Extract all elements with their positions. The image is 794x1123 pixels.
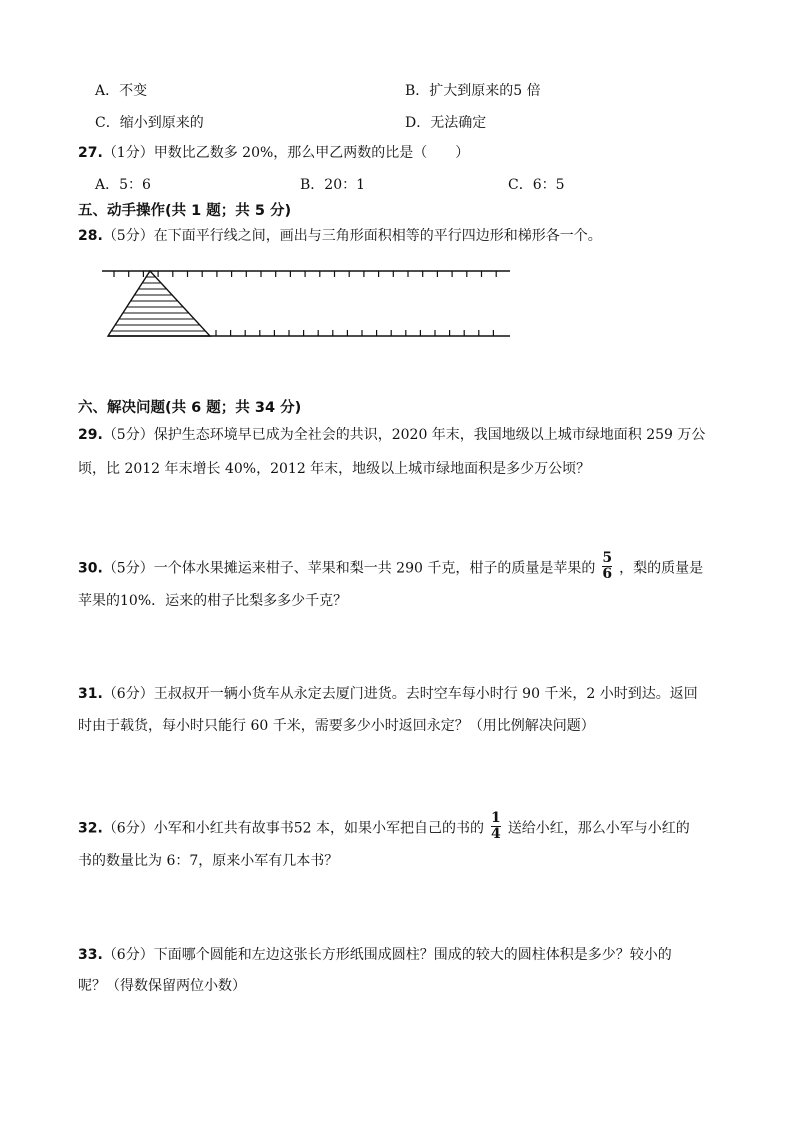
question-32 [78, 810, 690, 844]
question-29-line2: 顷，比 2012 年末增长 40%，2012 年末，地级以上城市绿地面积是多少万公顷？ [78, 461, 591, 477]
question-text-after-fraction: 送给小红，那么小军与小红的 [507, 820, 690, 837]
question-33 [78, 945, 672, 965]
question-number: 28. [78, 228, 103, 244]
question-33-line2: 呢？（得数保留两位小数） [78, 978, 246, 994]
question-31 [78, 684, 698, 704]
question-28 [78, 226, 602, 246]
question-27 [78, 143, 469, 163]
triangle-shape [108, 271, 210, 336]
fraction-numerator: 5 [602, 550, 613, 566]
question-text: （1分）甲数比乙数多 20%，那么甲乙两数的比是（ ） [102, 145, 470, 161]
option-b: B．20：1 [300, 177, 366, 193]
question-text-line1: （6分）王叔叔开一辆小货车从永定去厦门进货。去时空车每小时行 90 千米，2 小时到达。返回 [102, 686, 698, 702]
fraction-denominator: 4 [490, 826, 501, 842]
question-text-before-fraction: （6分）小军和小红共有故事书52 本，如果小军把自己的书的 [102, 820, 484, 837]
question-text-line1: （5分）保护生态环境早已成为全社会的共识，2020 年末，我国地级以上城市绿地面积 259 万公 [102, 427, 706, 443]
option-b: B．扩大到原来的5 倍 [405, 83, 541, 99]
parallel-lines-figure [100, 262, 520, 342]
option-d: D．无法确定 [405, 115, 487, 131]
question-text-line1: （6分）下面哪个圆能和左边这张长方形纸围成圆柱？围成的较大的圆柱体积是多少？较小的 [102, 947, 672, 963]
question-number: 27. [78, 145, 103, 161]
option-c: C．缩小到原来的 [95, 115, 204, 131]
fraction [601, 551, 613, 582]
question-32-line2: 书的数量比为 6：7，原来小军有几本书？ [78, 853, 339, 869]
question-number: 33. [78, 947, 103, 963]
question-30-line2: 苹果的10%．运来的柑子比梨多多少千克？ [78, 593, 348, 609]
section-heading: 五、动手操作(共 1 题；共 5 分) [78, 203, 292, 219]
option-a: A．5：6 [95, 177, 151, 193]
question-31-line2: 时由于载货，每小时只能行 60 千米，需要多少小时返回永定？（用比例解决问题） [78, 718, 595, 734]
question-number: 29. [78, 427, 103, 443]
question-text-after-fraction: ，梨的质量是 [619, 560, 704, 577]
question-number: 32. [78, 820, 103, 837]
option-a: A．不变 [95, 83, 148, 99]
fraction-numerator: 1 [490, 810, 501, 826]
fraction [490, 811, 502, 842]
question-30 [78, 550, 704, 584]
fraction-denominator: 6 [602, 566, 613, 582]
section-heading: 六、解决问题(共 6 题；共 34 分) [78, 400, 302, 416]
question-text-before-fraction: （5分）一个体水果摊运来柑子、苹果和梨一共 290 千克，柑子的质量是苹果的 [102, 560, 596, 577]
question-text: （5分）在下面平行线之间，画出与三角形面积相等的平行四边形和梯形各一个。 [102, 228, 602, 244]
question-number: 31. [78, 686, 103, 702]
question-29 [78, 425, 705, 445]
option-c: C．6：5 [508, 177, 565, 193]
question-number: 30. [78, 560, 103, 577]
